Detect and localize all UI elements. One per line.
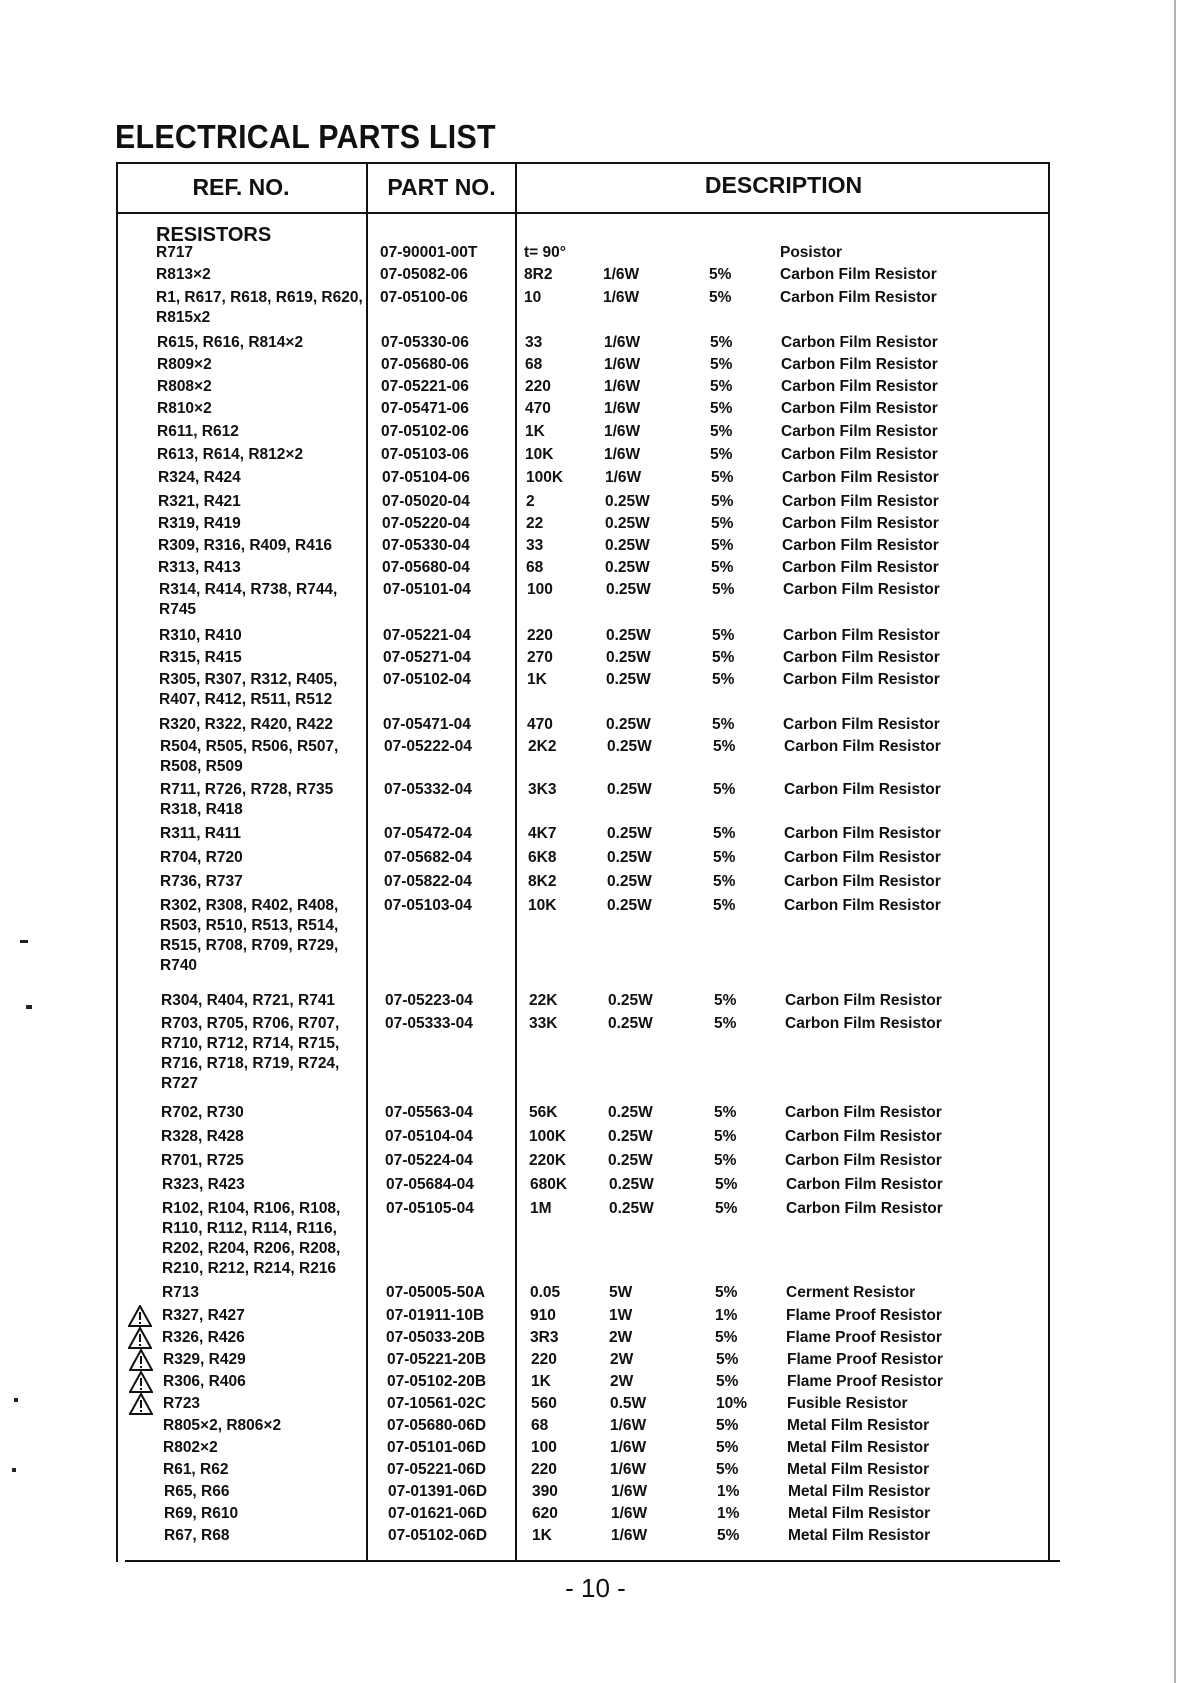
value-cell: 220 <box>531 1461 557 1478</box>
part-no-cell: 07-10561-02C <box>387 1395 487 1412</box>
ref-cell: R329, R429 <box>163 1351 246 1368</box>
wattage-cell: 0.25W <box>605 493 650 510</box>
wattage-cell: 1/6W <box>604 356 641 373</box>
part-no-cell: 07-05020-04 <box>382 493 470 510</box>
ref-cell: R704, R720 <box>160 849 243 866</box>
tolerance-cell: 5% <box>710 334 733 351</box>
part-no-cell: 07-90001-00T <box>380 244 478 261</box>
value-cell: 10K <box>525 446 554 463</box>
value-cell: 220K <box>529 1152 567 1169</box>
description-cell: Metal Film Resistor <box>788 1505 931 1522</box>
ref-cell: R711, R726, R728, R735 R318, R418 <box>160 781 334 818</box>
description-cell: Fusible Resistor <box>787 1395 908 1412</box>
tolerance-cell: 5% <box>714 1152 737 1169</box>
part-no-cell: 07-05102-20B <box>387 1373 487 1390</box>
tolerance-cell: 5% <box>714 1128 737 1145</box>
description-cell: Carbon Film Resistor <box>785 992 942 1009</box>
value-cell: 100 <box>527 581 553 598</box>
tolerance-cell: 5% <box>709 266 732 283</box>
description-cell: Carbon Film Resistor <box>783 649 940 666</box>
warning-triangle-icon <box>128 1305 152 1327</box>
description-cell: Metal Film Resistor <box>788 1483 931 1500</box>
description-cell: Posistor <box>780 244 843 261</box>
part-no-cell: 07-05224-04 <box>385 1152 473 1169</box>
value-cell: 100K <box>526 469 564 486</box>
value-cell: 10K <box>528 897 557 914</box>
description-cell: Carbon Film Resistor <box>781 356 938 373</box>
value-cell: 68 <box>525 356 543 373</box>
value-cell: 0.05 <box>530 1284 561 1301</box>
value-cell: 56K <box>529 1104 558 1121</box>
ref-cell: R1, R617, R618, R619, R620, R815x2 <box>156 289 363 326</box>
part-no-cell: 07-05471-06 <box>381 400 469 417</box>
ref-cell: R315, R415 <box>159 649 242 666</box>
wattage-cell: 0.25W <box>607 825 652 842</box>
tolerance-cell: 5% <box>716 1351 739 1368</box>
part-no-cell: 07-05330-04 <box>382 537 470 554</box>
value-cell: 100K <box>529 1128 567 1145</box>
warning-triangle-icon <box>129 1371 153 1393</box>
wattage-cell: 1/6W <box>604 400 641 417</box>
description-cell: Carbon Film Resistor <box>782 537 939 554</box>
wattage-cell: 0.25W <box>608 992 653 1009</box>
value-cell: 68 <box>526 559 544 576</box>
wattage-cell: 0.25W <box>609 1176 654 1193</box>
part-no-cell: 07-05822-04 <box>384 873 472 890</box>
description-cell: Carbon Film Resistor <box>785 1015 942 1032</box>
description-cell: Carbon Film Resistor <box>782 515 939 532</box>
description-cell: Carbon Film Resistor <box>782 559 939 576</box>
ref-cell: R302, R308, R402, R408, R503, R510, R513, R514, R515, R708, R709, R729, R740 <box>160 897 339 974</box>
value-cell: 22K <box>529 992 558 1009</box>
value-cell: 470 <box>525 400 551 417</box>
tolerance-cell: 5% <box>716 1461 739 1478</box>
description-cell: Carbon Film Resistor <box>781 334 938 351</box>
part-no-cell: 07-05221-06 <box>381 378 469 395</box>
ref-cell: R717 <box>156 244 194 261</box>
wattage-cell: 5W <box>609 1284 633 1301</box>
wattage-cell: 1/6W <box>611 1483 648 1500</box>
value-cell: 270 <box>527 649 553 666</box>
tolerance-cell: 5% <box>712 581 735 598</box>
part-no-cell: 07-05472-04 <box>384 825 472 842</box>
scan-edge-line <box>1174 0 1176 1683</box>
tolerance-cell: 5% <box>716 1373 739 1390</box>
description-cell: Carbon Film Resistor <box>780 266 937 283</box>
header-ref-no: REF. NO. <box>192 174 290 200</box>
ref-cell: R702, R730 <box>161 1104 244 1121</box>
wattage-cell: 1/6W <box>603 266 640 283</box>
description-cell: Carbon Film Resistor <box>780 289 937 306</box>
description-cell: Carbon Film Resistor <box>783 671 940 688</box>
wattage-cell: 0.25W <box>608 1152 653 1169</box>
scan-speck <box>26 1005 32 1009</box>
wattage-cell: 0.25W <box>607 873 652 890</box>
table-bottom-rule <box>125 1560 1060 1562</box>
tolerance-cell: 5% <box>714 992 737 1009</box>
description-cell: Carbon Film Resistor <box>783 716 940 733</box>
tolerance-cell: 5% <box>710 423 733 440</box>
part-no-cell: 07-05104-06 <box>382 469 470 486</box>
description-cell: Carbon Film Resistor <box>786 1200 943 1217</box>
wattage-cell: 2W <box>609 1329 633 1346</box>
tolerance-cell: 5% <box>713 897 736 914</box>
ref-cell: R311, R411 <box>160 825 242 842</box>
part-no-cell: 07-05471-04 <box>383 716 471 733</box>
tolerance-cell: 5% <box>711 559 734 576</box>
wattage-cell: 0.25W <box>606 581 651 598</box>
page-number: - 10 - <box>565 1573 626 1603</box>
value-cell: 470 <box>527 716 553 733</box>
ref-cell: R504, R505, R506, R507, R508, R509 <box>160 738 339 775</box>
part-no-cell: 07-01621-06D <box>388 1505 488 1522</box>
value-cell: 390 <box>532 1483 558 1500</box>
value-cell: 33K <box>529 1015 558 1032</box>
wattage-cell: 1/6W <box>610 1417 647 1434</box>
ref-cell: R808×2 <box>157 378 212 395</box>
part-no-cell: 07-05680-06 <box>381 356 469 373</box>
section-resistors: RESISTORS <box>156 224 272 246</box>
tolerance-cell: 5% <box>714 1104 737 1121</box>
tolerance-cell: 1% <box>717 1505 740 1522</box>
ref-cell: R306, R406 <box>163 1373 246 1390</box>
warning-triangle-icon <box>129 1393 153 1415</box>
ref-cell: R305, R307, R312, R405, R407, R412, R511, R512 <box>159 671 338 708</box>
description-cell: Carbon Film Resistor <box>784 897 941 914</box>
tolerance-cell: 5% <box>710 446 733 463</box>
ref-cell: R701, R725 <box>161 1152 244 1169</box>
part-no-cell: 07-01911-10B <box>386 1307 485 1324</box>
tolerance-cell: 5% <box>713 873 736 890</box>
ref-cell: R802×2 <box>163 1439 218 1456</box>
wattage-cell: 0.25W <box>606 627 651 644</box>
ref-cell: R736, R737 <box>160 873 243 890</box>
wattage-cell: 1/6W <box>611 1527 648 1544</box>
description-cell: Carbon Film Resistor <box>782 493 939 510</box>
wattage-cell: 1/6W <box>610 1461 647 1478</box>
ref-cell: R810×2 <box>157 400 212 417</box>
wattage-cell: 0.25W <box>607 897 652 914</box>
wattage-cell: 0.25W <box>605 515 650 532</box>
wattage-cell: 0.25W <box>606 716 651 733</box>
tolerance-cell: 5% <box>711 493 734 510</box>
wattage-cell: 0.25W <box>607 738 652 755</box>
tolerance-cell: 5% <box>715 1284 738 1301</box>
tolerance-cell: 5% <box>716 1439 739 1456</box>
description-cell: Carbon Film Resistor <box>783 581 940 598</box>
tolerance-cell: 5% <box>715 1329 738 1346</box>
part-no-cell: 07-05104-04 <box>385 1128 473 1145</box>
part-no-cell: 07-05005-50A <box>386 1284 486 1301</box>
description-cell: Carbon Film Resistor <box>783 627 940 644</box>
wattage-cell: 0.25W <box>608 1128 653 1145</box>
ref-cell: R102, R104, R106, R108, R110, R112, R114, R116, R202, R204, R206, R208, R210, R212, R214, R216 <box>162 1200 341 1277</box>
description-cell: Carbon Film Resistor <box>784 849 941 866</box>
value-cell: 1K <box>527 671 547 688</box>
part-no-cell: 07-05103-04 <box>384 897 472 914</box>
part-no-cell: 07-05103-06 <box>381 446 469 463</box>
part-no-cell: 07-05102-04 <box>383 671 471 688</box>
wattage-cell: 0.25W <box>606 671 651 688</box>
value-cell: 33 <box>526 537 544 554</box>
part-no-cell: 07-05102-06 <box>381 423 469 440</box>
ref-cell: R321, R421 <box>158 493 241 510</box>
scan-speck <box>20 940 28 943</box>
ref-cell: R615, R616, R814×2 <box>157 334 304 351</box>
value-cell: 22 <box>526 515 544 532</box>
ref-cell: R611, R612 <box>157 423 239 440</box>
part-no-cell: 07-05682-04 <box>384 849 472 866</box>
ref-cell: R805×2, R806×2 <box>163 1417 282 1434</box>
tolerance-cell: 5% <box>713 849 736 866</box>
tolerance-cell: 5% <box>712 649 735 666</box>
ref-cell: R613, R614, R812×2 <box>157 446 304 463</box>
description-cell: Carbon Film Resistor <box>782 469 939 486</box>
part-no-cell: 07-05082-06 <box>380 266 468 283</box>
tolerance-cell: 5% <box>711 515 734 532</box>
wattage-cell: 0.25W <box>605 537 650 554</box>
wattage-cell: 0.25W <box>605 559 650 576</box>
page-title: ELECTRICAL PARTS LIST <box>115 118 496 155</box>
warning-triangle-icon <box>128 1327 152 1349</box>
wattage-cell: 0.25W <box>606 649 651 666</box>
header-part-no: PART NO. <box>387 174 496 200</box>
value-cell: 1K <box>532 1527 552 1544</box>
tolerance-cell: 5% <box>711 469 734 486</box>
wattage-cell: 1/6W <box>610 1439 647 1456</box>
part-no-cell: 07-05271-04 <box>383 649 471 666</box>
value-cell: 8K2 <box>528 873 557 890</box>
part-no-cell: 07-05220-04 <box>382 515 470 532</box>
value-cell: 560 <box>531 1395 557 1412</box>
ref-cell: R69, R610 <box>164 1505 239 1522</box>
tolerance-cell: 5% <box>710 356 733 373</box>
part-no-cell: 07-05221-04 <box>383 627 471 644</box>
tolerance-cell: 5% <box>716 1417 739 1434</box>
description-cell: Flame Proof Resistor <box>787 1373 943 1390</box>
description-cell: Cerment Resistor <box>786 1284 916 1301</box>
description-cell: Carbon Film Resistor <box>784 873 941 890</box>
part-no-cell: 07-05332-04 <box>384 781 472 798</box>
description-cell: Carbon Film Resistor <box>786 1176 943 1193</box>
part-no-cell: 07-05684-04 <box>386 1176 474 1193</box>
value-cell: 3R3 <box>530 1329 559 1346</box>
part-no-cell: 07-05101-04 <box>383 581 471 598</box>
wattage-cell: 1/6W <box>603 289 640 306</box>
wattage-cell: 0.25W <box>607 781 652 798</box>
tolerance-cell: 10% <box>716 1395 748 1412</box>
description-cell: Metal Film Resistor <box>787 1461 930 1478</box>
value-cell: 680K <box>530 1176 568 1193</box>
tolerance-cell: 5% <box>713 738 736 755</box>
description-cell: Carbon Film Resistor <box>781 378 938 395</box>
ref-cell: R309, R316, R409, R416 <box>158 537 333 554</box>
value-cell: 3K3 <box>528 781 557 798</box>
header-description: DESCRIPTION <box>704 172 863 198</box>
description-cell: Flame Proof Resistor <box>786 1329 942 1346</box>
tolerance-cell: 5% <box>711 537 734 554</box>
part-no-cell: 07-05221-20B <box>387 1351 487 1368</box>
value-cell: 1K <box>525 423 545 440</box>
ref-cell: R61, R62 <box>163 1461 229 1478</box>
part-no-cell: 07-05222-04 <box>384 738 472 755</box>
wattage-cell: 1/6W <box>604 423 641 440</box>
part-no-cell: 07-05680-04 <box>382 559 470 576</box>
ref-cell: R319, R419 <box>158 515 241 532</box>
wattage-cell: 0.25W <box>609 1200 654 1217</box>
value-cell: 6K8 <box>528 849 557 866</box>
part-no-cell: 07-05102-06D <box>388 1527 488 1544</box>
scan-speck <box>12 1468 16 1472</box>
wattage-cell: 0.25W <box>608 1104 653 1121</box>
description-cell: Carbon Film Resistor <box>781 400 938 417</box>
description-cell: Metal Film Resistor <box>788 1527 931 1544</box>
value-cell: 1M <box>530 1200 552 1217</box>
value-cell: 33 <box>525 334 543 351</box>
value-cell: 220 <box>527 627 553 644</box>
part-no-cell: 07-05105-04 <box>386 1200 474 1217</box>
ref-cell: R320, R322, R420, R422 <box>159 716 334 733</box>
wattage-cell: 1W <box>609 1307 633 1324</box>
description-cell: Carbon Film Resistor <box>785 1128 942 1145</box>
ref-cell: R323, R423 <box>162 1176 245 1193</box>
value-cell: t= 90° <box>524 244 566 261</box>
value-cell: 68 <box>531 1417 549 1434</box>
ref-cell: R723 <box>163 1395 201 1412</box>
ref-cell: R328, R428 <box>161 1128 244 1145</box>
ref-cell: R327, R427 <box>162 1307 245 1324</box>
tolerance-cell: 5% <box>713 781 736 798</box>
description-cell: Flame Proof Resistor <box>787 1351 943 1368</box>
part-no-cell: 07-05223-04 <box>385 992 473 1009</box>
value-cell: 910 <box>530 1307 556 1324</box>
warning-triangle-icon <box>129 1349 153 1371</box>
value-cell: 10 <box>524 289 542 306</box>
value-cell: 220 <box>531 1351 557 1368</box>
description-cell: Carbon Film Resistor <box>785 1104 942 1121</box>
tolerance-cell: 5% <box>712 627 735 644</box>
part-no-cell: 07-01391-06D <box>388 1483 488 1500</box>
part-no-cell: 07-05033-20B <box>386 1329 486 1346</box>
value-cell: 620 <box>532 1505 558 1522</box>
part-no-cell: 07-05680-06D <box>387 1417 487 1434</box>
scan-speck <box>14 1398 18 1402</box>
wattage-cell: 0.5W <box>610 1395 647 1412</box>
ref-cell: R713 <box>162 1284 200 1301</box>
tolerance-cell: 5% <box>715 1200 738 1217</box>
part-no-cell: 07-05563-04 <box>385 1104 473 1121</box>
column-divider-ref <box>366 162 368 1562</box>
tolerance-cell: 5% <box>712 716 735 733</box>
part-no-cell: 07-05101-06D <box>387 1439 487 1456</box>
part-no-cell: 07-05221-06D <box>387 1461 487 1478</box>
wattage-cell: 1/6W <box>611 1505 648 1522</box>
value-cell: 8R2 <box>524 266 553 283</box>
ref-cell: R809×2 <box>157 356 212 373</box>
tolerance-cell: 5% <box>712 671 735 688</box>
description-cell: Flame Proof Resistor <box>786 1307 942 1324</box>
tolerance-cell: 5% <box>710 378 733 395</box>
description-cell: Metal Film Resistor <box>787 1439 930 1456</box>
part-no-cell: 07-05333-04 <box>385 1015 473 1032</box>
tolerance-cell: 5% <box>710 400 733 417</box>
wattage-cell: 1/6W <box>605 469 642 486</box>
part-no-cell: 07-05330-06 <box>381 334 469 351</box>
tolerance-cell: 5% <box>714 1015 737 1032</box>
tolerance-cell: 1% <box>717 1483 740 1500</box>
ref-cell: R324, R424 <box>158 469 241 486</box>
description-cell: Carbon Film Resistor <box>784 781 941 798</box>
wattage-cell: 2W <box>610 1351 634 1368</box>
column-divider-part <box>515 162 517 1562</box>
description-cell: Metal Film Resistor <box>787 1417 930 1434</box>
description-cell: Carbon Film Resistor <box>784 738 941 755</box>
ref-cell: R304, R404, R721, R741 <box>161 992 336 1009</box>
part-no-cell: 07-05100-06 <box>380 289 468 306</box>
header-divider <box>116 212 1050 214</box>
wattage-cell: 1/6W <box>604 446 641 463</box>
tolerance-cell: 5% <box>713 825 736 842</box>
wattage-cell: 1/6W <box>604 334 641 351</box>
value-cell: 100 <box>531 1439 557 1456</box>
ref-cell: R65, R66 <box>164 1483 230 1500</box>
description-cell: Carbon Film Resistor <box>781 423 938 440</box>
wattage-cell: 2W <box>610 1373 634 1390</box>
ref-cell: R67, R68 <box>164 1527 230 1544</box>
ref-cell: R703, R705, R706, R707, R710, R712, R714, R715, R716, R718, R719, R724, R727 <box>161 1015 340 1092</box>
tolerance-cell: 5% <box>717 1527 740 1544</box>
description-cell: Carbon Film Resistor <box>781 446 938 463</box>
value-cell: 2 <box>526 493 535 510</box>
description-cell: Carbon Film Resistor <box>785 1152 942 1169</box>
ref-cell: R314, R414, R738, R744, R745 <box>159 581 338 618</box>
ref-cell: R313, R413 <box>158 559 241 576</box>
tolerance-cell: 1% <box>715 1307 738 1324</box>
description-cell: Carbon Film Resistor <box>784 825 941 842</box>
tolerance-cell: 5% <box>715 1176 738 1193</box>
tolerance-cell: 5% <box>709 289 732 306</box>
ref-cell: R813×2 <box>156 266 211 283</box>
value-cell: 4K7 <box>528 825 557 842</box>
wattage-cell: 1/6W <box>604 378 641 395</box>
value-cell: 1K <box>531 1373 551 1390</box>
value-cell: 220 <box>525 378 551 395</box>
ref-cell: R310, R410 <box>159 627 242 644</box>
wattage-cell: 0.25W <box>608 1015 653 1032</box>
wattage-cell: 0.25W <box>607 849 652 866</box>
value-cell: 2K2 <box>528 738 557 755</box>
ref-cell: R326, R426 <box>162 1329 245 1346</box>
